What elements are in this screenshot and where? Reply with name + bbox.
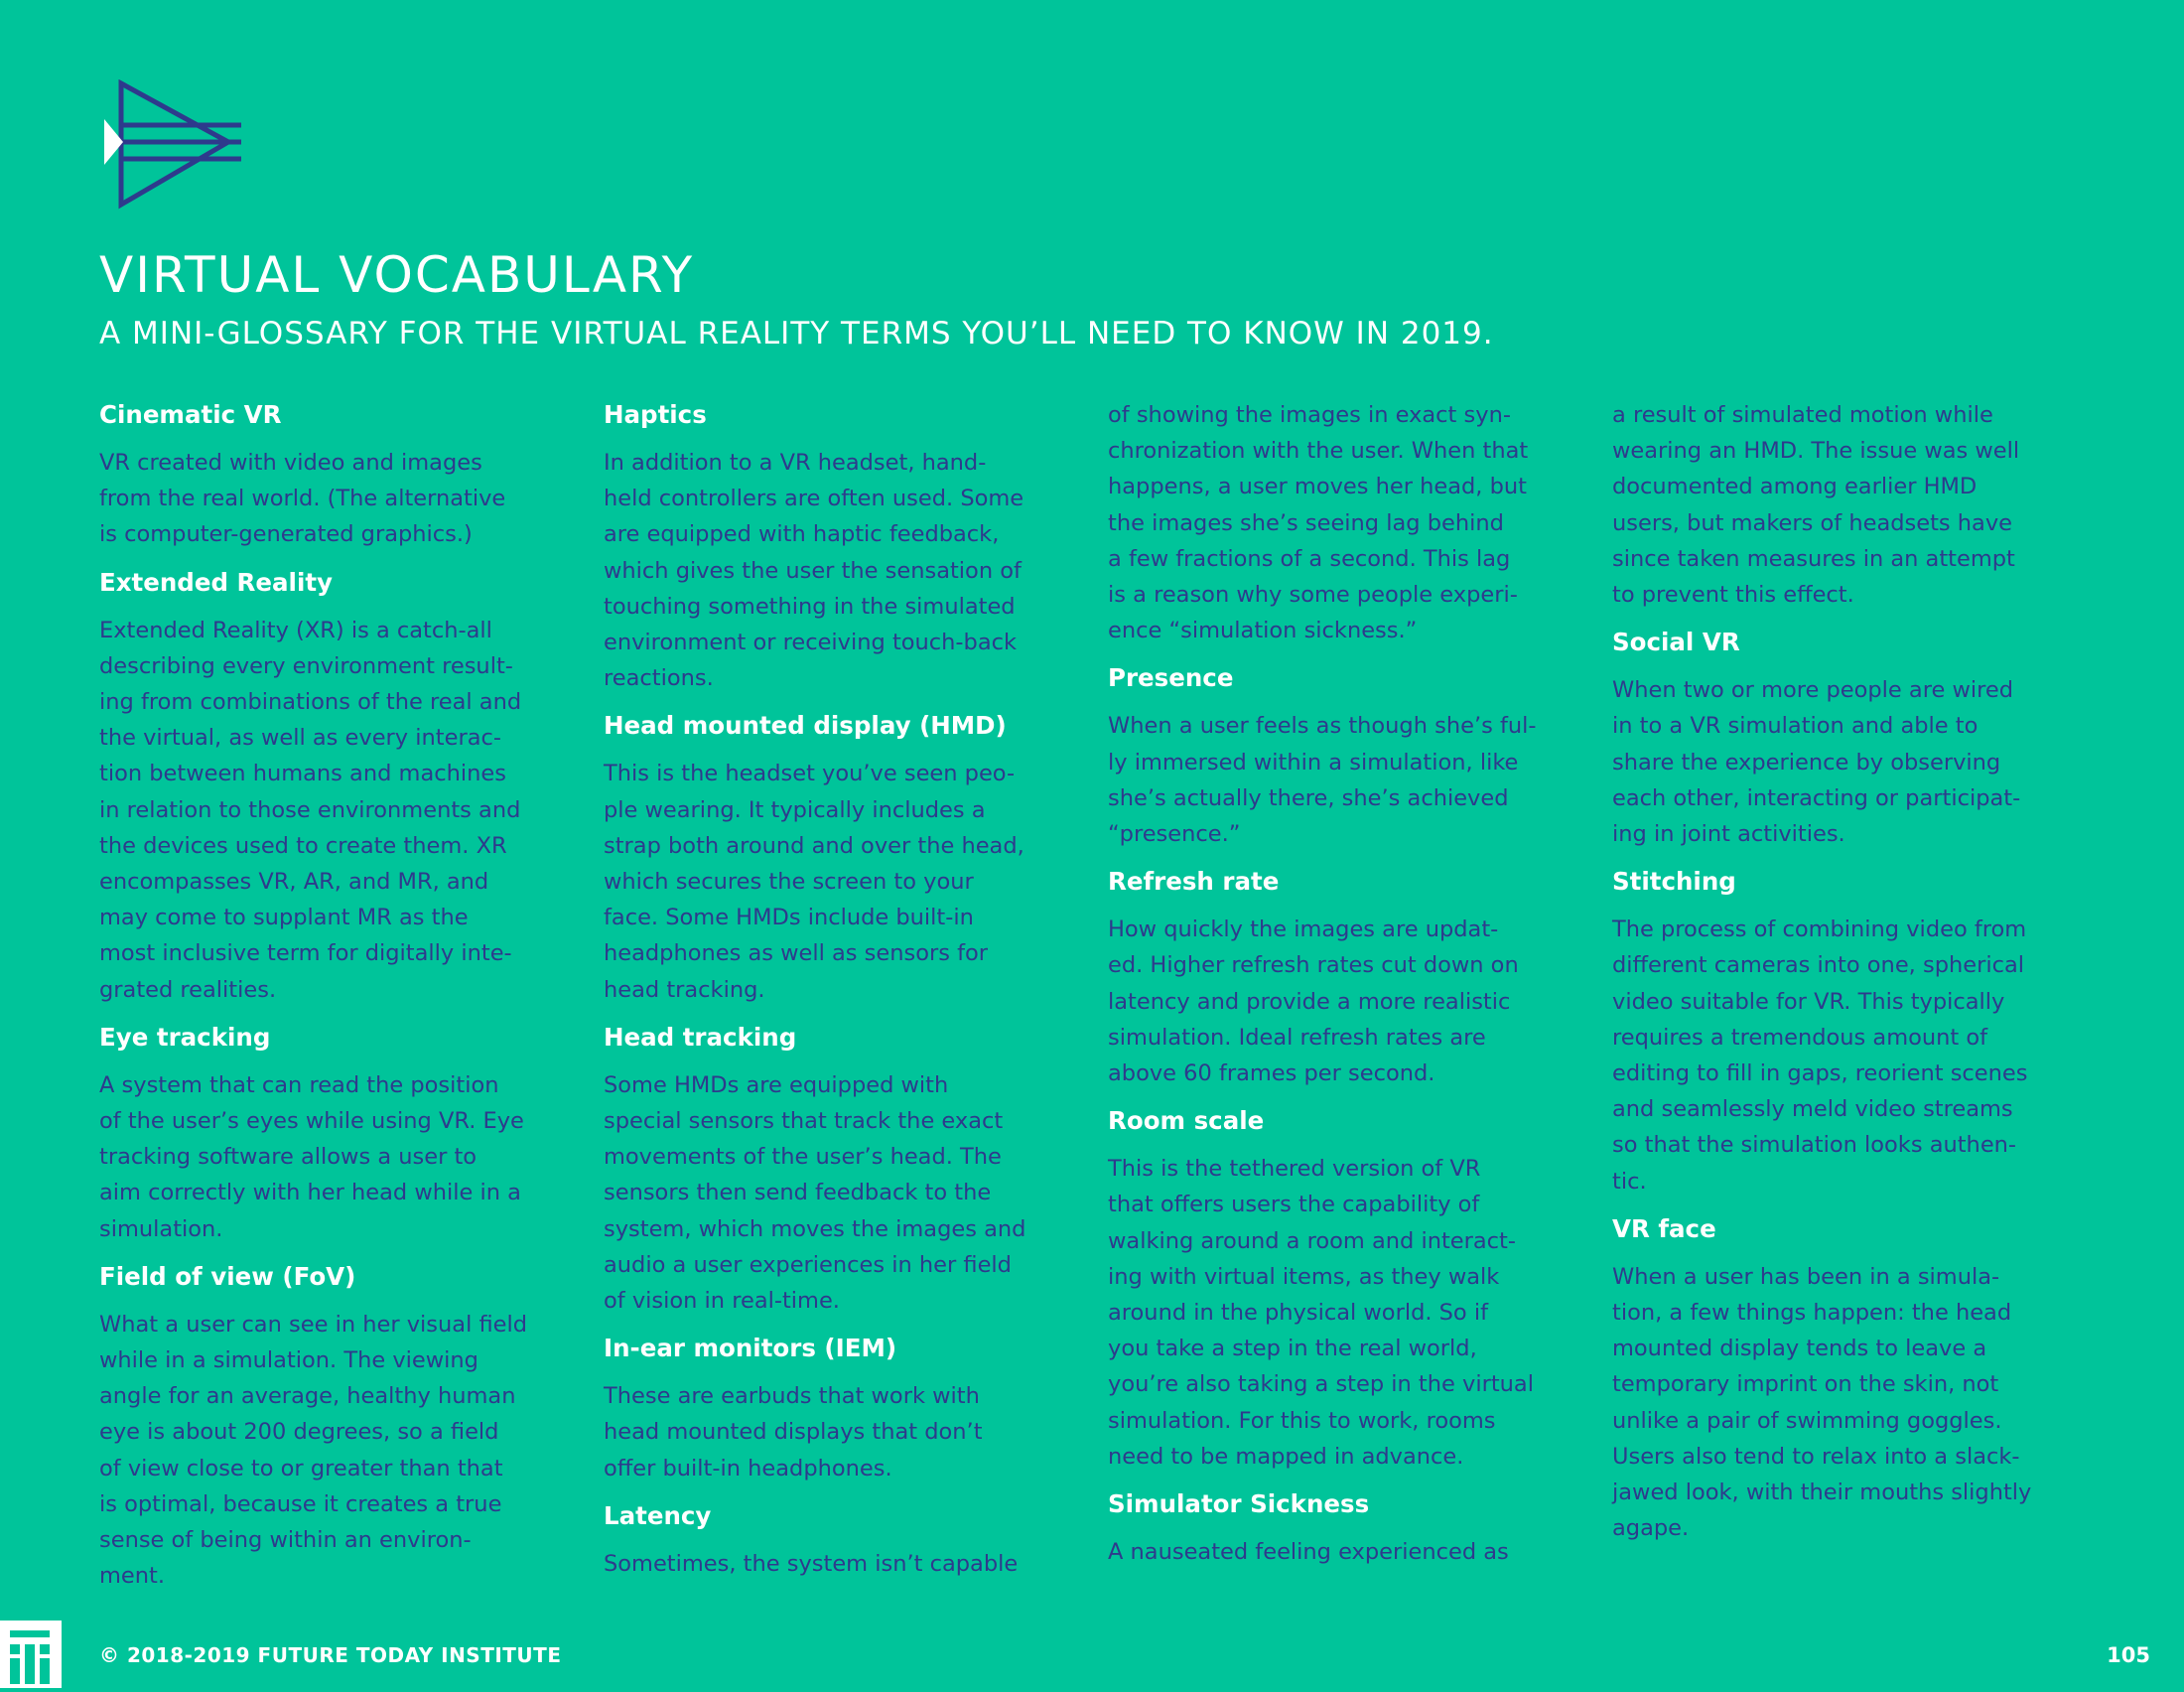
glossary-column-4 xyxy=(1612,397,2089,1558)
definition-latency-continued: of showing the images in exact syn- chronization with the user. When that happens, a user moves her head, but the images she’s seeing lag behind a few fractions of a second. This lag is a reason why some people experi- ence “simulation sickness.” xyxy=(1108,402,1529,644)
term-hmd: Head mounted display (HMD) xyxy=(604,711,1007,741)
term-cinematic-vr: Cinematic VR xyxy=(99,400,282,429)
term-iem: In-ear monitors (IEM) xyxy=(604,1334,897,1363)
term-field-of-view: Field of view (FoV) xyxy=(99,1261,356,1291)
definition-social-vr: When two or more people are wired in to a VR simulation and able to share the experience by observing each other, interacting or participat- ing in joint activities. xyxy=(1612,677,2021,848)
definition-head-tracking: Some HMDs are equipped with special sensors that track the exact movements of the user’s head. The sensors then send feedback to the system, which moves the images and audio a user experiences in her field of vision in real-time. xyxy=(604,1071,1026,1315)
play-arrow-logo-icon xyxy=(99,79,248,213)
term-vr-face: VR face xyxy=(1612,1213,1716,1243)
definition-field-of-view: What a user can see in her visual field while in a simulation. The viewing angle for an average, healthy human eye is about 200 degrees, so a field of view close to or greater than that is optimal, because it creates a true sense of being within an environ- ment. xyxy=(99,1311,528,1590)
glossary-column-2 xyxy=(604,397,1080,1594)
term-extended-reality: Extended Reality xyxy=(99,567,334,597)
fti-logo-icon xyxy=(0,1621,62,1688)
definition-room-scale: This is the tethered version of VR that offers users the capability of walking around a room and interact- ing with virtual items, as they walk around in the physical world. So if you take a step in the real world, you’re also taking a step in the virtual simulation. For this to work, rooms need to be mapped in advance. xyxy=(1108,1156,1534,1470)
definition-eye-tracking: A system that can read the position of the user’s eyes while using VR. Eye tracking software allows a user to aim correctly with her head while in a simulation. xyxy=(99,1071,524,1242)
definition-simulator-sickness-continued: a result of simulated motion while wearing an HMD. The issue was well documented among earlier HMD users, but makers of headsets have since taken measures in an attempt to prevent this effect. xyxy=(1612,402,2020,609)
term-presence: Presence xyxy=(1108,663,1234,693)
term-latency: Latency xyxy=(604,1500,712,1530)
term-eye-tracking: Eye tracking xyxy=(99,1022,271,1052)
term-social-vr: Social VR xyxy=(1612,628,1740,657)
definition-stitching: The process of combining video from different cameras into one, spherical video suitable for VR. This typically requires a tremendous amount of editing to fill in gaps, reorient scenes and seamlessly meld video streams so that the simulation looks authen- tic. xyxy=(1612,916,2028,1195)
glossary-column-3 xyxy=(1108,397,1584,1582)
definition-vr-face: When a user has been in a simula- tion, a few things happen: the head mounted display tends to leave a temporary imprint on the skin, not unlike a pair of swimming goggles. Users also tend to relax into a slack- jawed look, with their mouths slightly agape. xyxy=(1612,1263,2032,1542)
definition-presence: When a user feels as though she’s ful- ly immersed within a simulation, like she’s actually there, she’s achieved “presence.” xyxy=(1108,713,1537,848)
term-stitching: Stitching xyxy=(1612,867,1736,897)
definition-hmd: This is the headset you’ve seen peo- ple wearing. It typically includes a strap both around and over the head, which secures the screen to your face. Some HMDs include built-in headphones as well as sensors for head tracking. xyxy=(604,761,1024,1003)
definition-extended-reality: Extended Reality (XR) is a catch-all describing every environment result- ing from combinations of the real and the virtual, as well as every interac- tion between humans and machines in relation to those environments and the devices used to create them. XR encompasses VR, AR, and MR, and may come to supplant MR as the most inclusive term for digitally inte- grated realities. xyxy=(99,617,522,1003)
term-haptics: Haptics xyxy=(604,400,707,429)
page-title: VIRTUAL VOCABULARY xyxy=(99,246,695,304)
definition-refresh-rate: How quickly the images are updat- ed. Higher refresh rates cut down on latency and provide a more realistic simulation. Ideal refresh rates are above 60 frames per second. xyxy=(1108,916,1519,1087)
page-subtitle: A MINI-GLOSSARY FOR THE VIRTUAL REALITY TERMS YOU’LL NEED TO KNOW IN 2019. xyxy=(99,316,1494,352)
definition-iem: These are earbuds that work with head mounted displays that don’t offer built-in headphones. xyxy=(604,1383,983,1481)
glossary-column-1 xyxy=(99,397,576,1606)
definition-simulator-sickness: A nauseated feeling experienced as xyxy=(1108,1539,1509,1566)
definition-cinematic-vr: VR created with video and images from the real world. (The alternative is computer-generated graphics.) xyxy=(99,450,506,548)
copyright-footer: © 2018-2019 FUTURE TODAY INSTITUTE xyxy=(99,1643,562,1667)
term-head-tracking: Head tracking xyxy=(604,1022,797,1052)
page-number: 105 xyxy=(2107,1643,2150,1667)
term-room-scale: Room scale xyxy=(1108,1106,1265,1136)
definition-latency: Sometimes, the system isn’t capable xyxy=(604,1550,1019,1577)
term-simulator-sickness: Simulator Sickness xyxy=(1108,1489,1370,1519)
definition-haptics: In addition to a VR headset, hand- held controllers are often used. Some are equipped with haptic feedback, which gives the user the sensation of touching something in the simulated environment or receiving touch-back reactions. xyxy=(604,450,1024,692)
term-refresh-rate: Refresh rate xyxy=(1108,867,1280,897)
